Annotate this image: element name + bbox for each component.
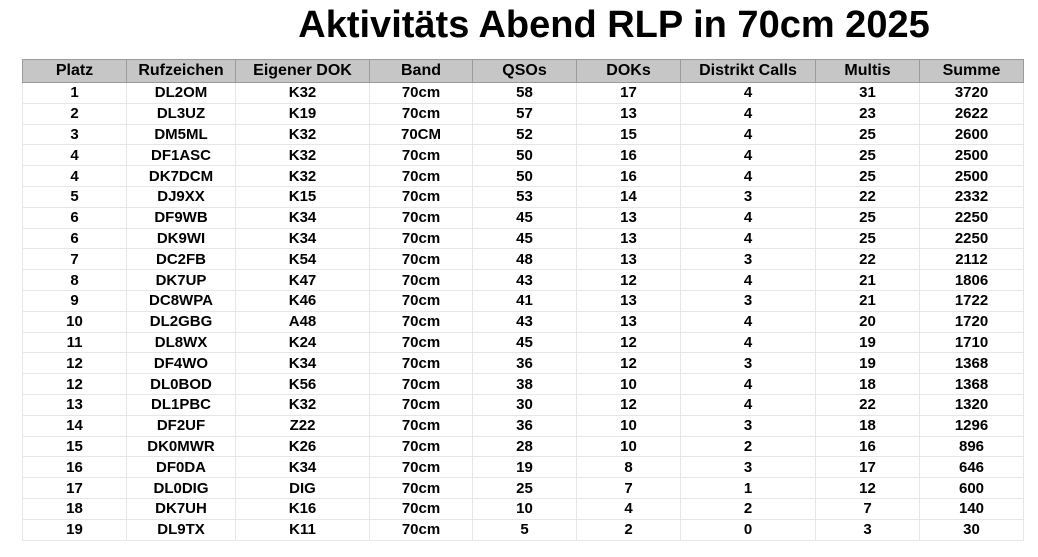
cell-eigener-dok: K56: [236, 374, 370, 395]
cell-band: 70cm: [370, 311, 473, 332]
cell-summe: 1710: [920, 332, 1024, 353]
cell-platz: 12: [23, 353, 127, 374]
cell-qsos: 45: [473, 228, 577, 249]
cell-multis: 23: [816, 103, 920, 124]
cell-eigener-dok: K34: [236, 457, 370, 478]
cell-rufzeichen: DL9TX: [127, 519, 236, 540]
cell-platz: 2: [23, 103, 127, 124]
cell-platz: 6: [23, 207, 127, 228]
cell-rufzeichen: DF2UF: [127, 415, 236, 436]
table-row: [23, 436, 1024, 457]
cell-distrikt-calls: 3: [681, 186, 816, 207]
cell-qsos: 43: [473, 270, 577, 291]
cell-multis: 17: [816, 457, 920, 478]
cell-rufzeichen: DF4WO: [127, 353, 236, 374]
cell-distrikt-calls: 4: [681, 270, 816, 291]
cell-rufzeichen: DL0DIG: [127, 478, 236, 499]
cell-platz: 14: [23, 415, 127, 436]
cell-multis: 20: [816, 311, 920, 332]
table-row: [23, 103, 1024, 124]
table-row: [23, 332, 1024, 353]
cell-doks: 7: [577, 478, 681, 499]
cell-multis: 25: [816, 166, 920, 187]
cell-band: 70cm: [370, 270, 473, 291]
cell-doks: 10: [577, 436, 681, 457]
cell-platz: 19: [23, 519, 127, 540]
table-body: [23, 83, 1024, 541]
cell-qsos: 36: [473, 415, 577, 436]
cell-summe: 2622: [920, 103, 1024, 124]
cell-qsos: 50: [473, 145, 577, 166]
cell-eigener-dok: K11: [236, 519, 370, 540]
cell-eigener-dok: A48: [236, 311, 370, 332]
cell-rufzeichen: DJ9XX: [127, 186, 236, 207]
cell-platz: 18: [23, 498, 127, 519]
cell-doks: 10: [577, 415, 681, 436]
table-row: [23, 186, 1024, 207]
cell-eigener-dok: K46: [236, 290, 370, 311]
cell-summe: 2500: [920, 166, 1024, 187]
cell-distrikt-calls: 4: [681, 228, 816, 249]
cell-distrikt-calls: 4: [681, 394, 816, 415]
cell-band: 70cm: [370, 478, 473, 499]
cell-multis: 19: [816, 353, 920, 374]
cell-eigener-dok: K32: [236, 145, 370, 166]
cell-distrikt-calls: 3: [681, 290, 816, 311]
cell-doks: 16: [577, 145, 681, 166]
cell-multis: 25: [816, 145, 920, 166]
cell-qsos: 19: [473, 457, 577, 478]
table-row: [23, 374, 1024, 395]
cell-rufzeichen: DL1PBC: [127, 394, 236, 415]
table-row: [23, 290, 1024, 311]
table-row: [23, 415, 1024, 436]
cell-doks: 13: [577, 249, 681, 270]
cell-platz: 4: [23, 145, 127, 166]
column-header-platz: Platz: [23, 60, 127, 83]
cell-band: 70CM: [370, 124, 473, 145]
column-header-rufzeichen: Rufzeichen: [127, 60, 236, 83]
cell-summe: 2112: [920, 249, 1024, 270]
cell-qsos: 43: [473, 311, 577, 332]
cell-distrikt-calls: 3: [681, 457, 816, 478]
cell-eigener-dok: K32: [236, 83, 370, 104]
table-row: [23, 478, 1024, 499]
cell-rufzeichen: DF0DA: [127, 457, 236, 478]
cell-multis: 21: [816, 290, 920, 311]
cell-band: 70cm: [370, 498, 473, 519]
cell-doks: 14: [577, 186, 681, 207]
cell-qsos: 45: [473, 332, 577, 353]
table-row: [23, 228, 1024, 249]
cell-multis: 22: [816, 394, 920, 415]
cell-platz: 13: [23, 394, 127, 415]
cell-summe: 600: [920, 478, 1024, 499]
cell-eigener-dok: K34: [236, 353, 370, 374]
table-row: [23, 166, 1024, 187]
cell-distrikt-calls: 4: [681, 207, 816, 228]
cell-band: 70cm: [370, 332, 473, 353]
cell-band: 70cm: [370, 436, 473, 457]
cell-band: 70cm: [370, 249, 473, 270]
cell-platz: 7: [23, 249, 127, 270]
cell-qsos: 36: [473, 353, 577, 374]
cell-summe: 3720: [920, 83, 1024, 104]
cell-eigener-dok: K15: [236, 186, 370, 207]
cell-eigener-dok: K34: [236, 228, 370, 249]
cell-multis: 25: [816, 207, 920, 228]
column-header-distrikt-calls: Distrikt Calls: [681, 60, 816, 83]
cell-multis: 21: [816, 270, 920, 291]
cell-band: 70cm: [370, 394, 473, 415]
cell-eigener-dok: K19: [236, 103, 370, 124]
cell-distrikt-calls: 2: [681, 498, 816, 519]
table-row: [23, 353, 1024, 374]
cell-platz: 12: [23, 374, 127, 395]
cell-platz: 11: [23, 332, 127, 353]
cell-doks: 10: [577, 374, 681, 395]
cell-rufzeichen: DL8WX: [127, 332, 236, 353]
cell-eigener-dok: K34: [236, 207, 370, 228]
cell-rufzeichen: DK0MWR: [127, 436, 236, 457]
cell-summe: 30: [920, 519, 1024, 540]
cell-rufzeichen: DL0BOD: [127, 374, 236, 395]
cell-qsos: 25: [473, 478, 577, 499]
cell-multis: 19: [816, 332, 920, 353]
cell-qsos: 41: [473, 290, 577, 311]
cell-qsos: 45: [473, 207, 577, 228]
cell-qsos: 50: [473, 166, 577, 187]
table-row: [23, 311, 1024, 332]
cell-multis: 12: [816, 478, 920, 499]
cell-doks: 2: [577, 519, 681, 540]
cell-band: 70cm: [370, 290, 473, 311]
table-header-row: [23, 60, 1024, 83]
cell-multis: 18: [816, 374, 920, 395]
cell-summe: 1296: [920, 415, 1024, 436]
cell-distrikt-calls: 4: [681, 103, 816, 124]
cell-eigener-dok: K32: [236, 166, 370, 187]
cell-rufzeichen: DK7UP: [127, 270, 236, 291]
cell-rufzeichen: DC2FB: [127, 249, 236, 270]
cell-band: 70cm: [370, 415, 473, 436]
cell-rufzeichen: DF9WB: [127, 207, 236, 228]
cell-doks: 13: [577, 103, 681, 124]
cell-summe: 646: [920, 457, 1024, 478]
cell-band: 70cm: [370, 83, 473, 104]
cell-qsos: 52: [473, 124, 577, 145]
cell-distrikt-calls: 3: [681, 249, 816, 270]
cell-distrikt-calls: 4: [681, 124, 816, 145]
cell-rufzeichen: DL3UZ: [127, 103, 236, 124]
cell-summe: 2250: [920, 207, 1024, 228]
cell-multis: 22: [816, 186, 920, 207]
table-row: [23, 124, 1024, 145]
cell-doks: 13: [577, 228, 681, 249]
table-row: [23, 457, 1024, 478]
cell-platz: 4: [23, 166, 127, 187]
cell-platz: 3: [23, 124, 127, 145]
cell-summe: 2250: [920, 228, 1024, 249]
cell-multis: 22: [816, 249, 920, 270]
cell-summe: 1368: [920, 353, 1024, 374]
cell-summe: 2600: [920, 124, 1024, 145]
cell-summe: 2500: [920, 145, 1024, 166]
cell-band: 70cm: [370, 374, 473, 395]
cell-rufzeichen: DM5ML: [127, 124, 236, 145]
cell-multis: 31: [816, 83, 920, 104]
cell-band: 70cm: [370, 457, 473, 478]
table-row: [23, 270, 1024, 291]
cell-platz: 8: [23, 270, 127, 291]
cell-doks: 12: [577, 394, 681, 415]
cell-eigener-dok: Z22: [236, 415, 370, 436]
cell-distrikt-calls: 2: [681, 436, 816, 457]
column-header-doks: DOKs: [577, 60, 681, 83]
cell-doks: 15: [577, 124, 681, 145]
cell-multis: 16: [816, 436, 920, 457]
table-row: [23, 519, 1024, 540]
cell-rufzeichen: DK7UH: [127, 498, 236, 519]
cell-distrikt-calls: 4: [681, 374, 816, 395]
cell-doks: 8: [577, 457, 681, 478]
cell-band: 70cm: [370, 519, 473, 540]
results-table: [22, 59, 1024, 541]
cell-distrikt-calls: 3: [681, 353, 816, 374]
cell-distrikt-calls: 4: [681, 166, 816, 187]
cell-distrikt-calls: 4: [681, 311, 816, 332]
cell-eigener-dok: K32: [236, 394, 370, 415]
cell-distrikt-calls: 0: [681, 519, 816, 540]
column-header-multis: Multis: [816, 60, 920, 83]
cell-doks: 4: [577, 498, 681, 519]
cell-summe: 1320: [920, 394, 1024, 415]
cell-band: 70cm: [370, 186, 473, 207]
cell-platz: 15: [23, 436, 127, 457]
cell-doks: 12: [577, 270, 681, 291]
cell-distrikt-calls: 4: [681, 83, 816, 104]
column-header-eigener-dok: Eigener DOK: [236, 60, 370, 83]
page-title: Aktivitäts Abend RLP in 70cm 2025: [298, 4, 930, 46]
cell-distrikt-calls: 3: [681, 415, 816, 436]
cell-platz: 9: [23, 290, 127, 311]
cell-qsos: 5: [473, 519, 577, 540]
cell-rufzeichen: DL2GBG: [127, 311, 236, 332]
cell-eigener-dok: K26: [236, 436, 370, 457]
cell-rufzeichen: DL2OM: [127, 83, 236, 104]
cell-eigener-dok: K24: [236, 332, 370, 353]
cell-doks: 13: [577, 290, 681, 311]
table-row: [23, 394, 1024, 415]
cell-band: 70cm: [370, 166, 473, 187]
cell-summe: 2332: [920, 186, 1024, 207]
table-row: [23, 498, 1024, 519]
cell-rufzeichen: DC8WPA: [127, 290, 236, 311]
cell-eigener-dok: K54: [236, 249, 370, 270]
table-row: [23, 249, 1024, 270]
cell-qsos: 48: [473, 249, 577, 270]
cell-rufzeichen: DK7DCM: [127, 166, 236, 187]
column-header-band: Band: [370, 60, 473, 83]
cell-doks: 17: [577, 83, 681, 104]
cell-rufzeichen: DK9WI: [127, 228, 236, 249]
cell-multis: 25: [816, 228, 920, 249]
cell-distrikt-calls: 4: [681, 332, 816, 353]
cell-doks: 13: [577, 207, 681, 228]
cell-doks: 12: [577, 332, 681, 353]
cell-platz: 10: [23, 311, 127, 332]
cell-platz: 16: [23, 457, 127, 478]
cell-band: 70cm: [370, 103, 473, 124]
cell-doks: 16: [577, 166, 681, 187]
cell-qsos: 38: [473, 374, 577, 395]
cell-band: 70cm: [370, 353, 473, 374]
column-header-qsos: QSOs: [473, 60, 577, 83]
cell-platz: 17: [23, 478, 127, 499]
cell-eigener-dok: K32: [236, 124, 370, 145]
cell-band: 70cm: [370, 145, 473, 166]
table-row: [23, 207, 1024, 228]
cell-rufzeichen: DF1ASC: [127, 145, 236, 166]
cell-eigener-dok: K47: [236, 270, 370, 291]
cell-distrikt-calls: 4: [681, 145, 816, 166]
table-row: [23, 145, 1024, 166]
cell-multis: 25: [816, 124, 920, 145]
cell-eigener-dok: DIG: [236, 478, 370, 499]
cell-doks: 12: [577, 353, 681, 374]
cell-qsos: 57: [473, 103, 577, 124]
cell-eigener-dok: K16: [236, 498, 370, 519]
cell-summe: 140: [920, 498, 1024, 519]
cell-summe: 1722: [920, 290, 1024, 311]
cell-qsos: 10: [473, 498, 577, 519]
cell-platz: 1: [23, 83, 127, 104]
cell-platz: 6: [23, 228, 127, 249]
table-row: [23, 83, 1024, 104]
cell-qsos: 58: [473, 83, 577, 104]
cell-doks: 13: [577, 311, 681, 332]
cell-qsos: 30: [473, 394, 577, 415]
cell-multis: 7: [816, 498, 920, 519]
column-header-summe: Summe: [920, 60, 1024, 83]
cell-multis: 3: [816, 519, 920, 540]
cell-summe: 896: [920, 436, 1024, 457]
cell-qsos: 28: [473, 436, 577, 457]
cell-summe: 1806: [920, 270, 1024, 291]
cell-qsos: 53: [473, 186, 577, 207]
cell-multis: 18: [816, 415, 920, 436]
cell-distrikt-calls: 1: [681, 478, 816, 499]
cell-summe: 1368: [920, 374, 1024, 395]
cell-band: 70cm: [370, 207, 473, 228]
cell-summe: 1720: [920, 311, 1024, 332]
cell-platz: 5: [23, 186, 127, 207]
cell-band: 70cm: [370, 228, 473, 249]
